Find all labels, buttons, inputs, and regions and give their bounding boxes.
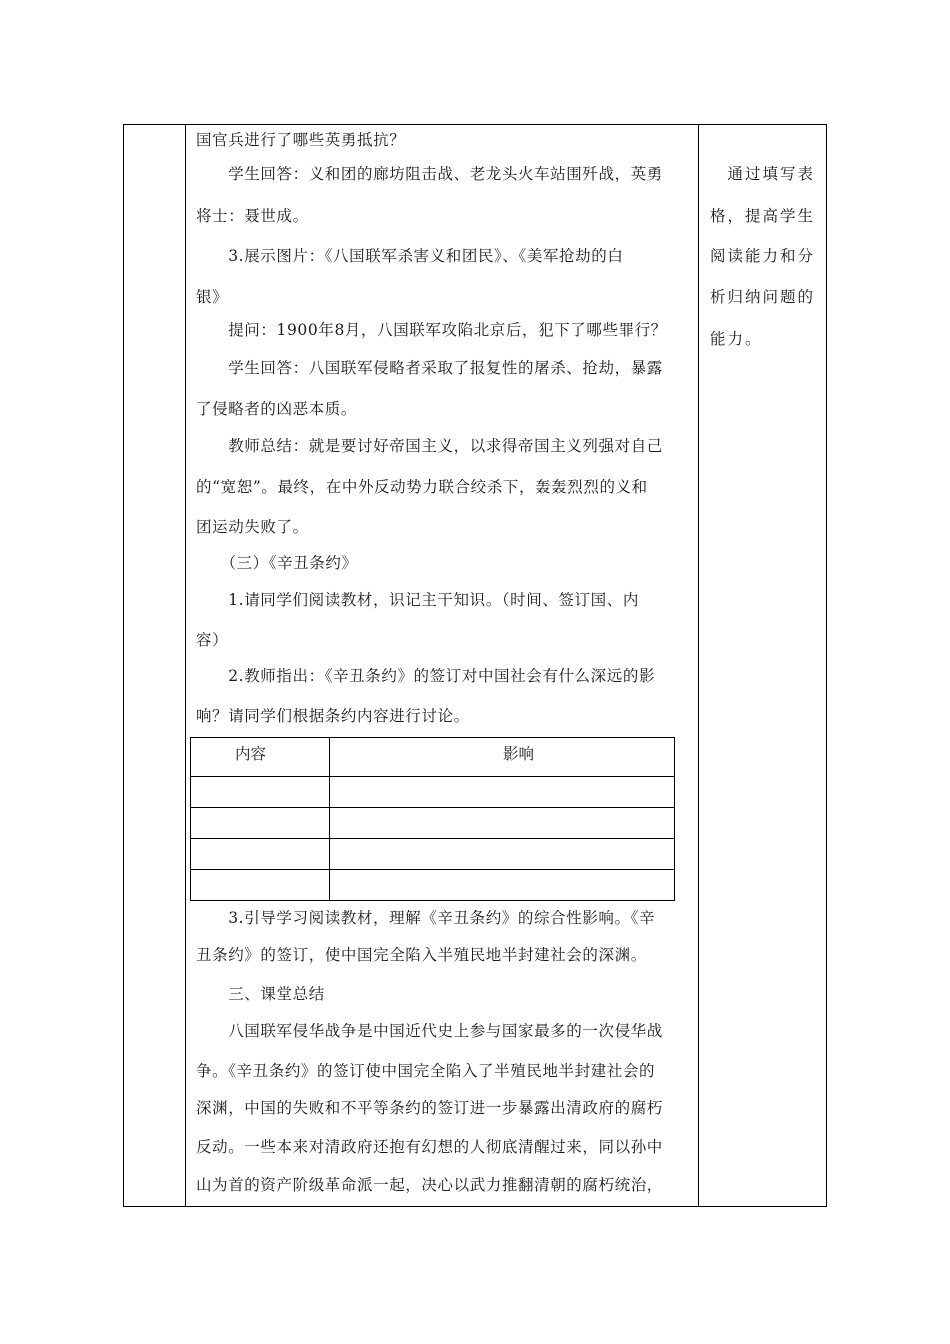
text-line: 1.请同学们阅读教材，识记主干知识。（时间、签订国、内 bbox=[196, 591, 639, 609]
treaty-discussion-table bbox=[190, 737, 675, 901]
design-intent-line: 析归纳问题的 bbox=[710, 288, 816, 306]
text-line: 争。《辛丑条约》的签订使中国完全陷入了半殖民地半封建社会的 bbox=[196, 1062, 656, 1080]
text-line: 学生回答：八国联军侵略者采取了报复性的屠杀、抢劫，暴露 bbox=[196, 359, 663, 377]
text-line: 响？请同学们根据条约内容进行讨论。 bbox=[196, 707, 470, 725]
design-intent-line: 能力。 bbox=[710, 330, 763, 348]
text-line: 山为首的资产阶级革命派一起，决心以武力推翻清朝的腐朽统治， bbox=[196, 1176, 663, 1194]
text-line: 教师总结：就是要讨好帝国主义，以求得帝国主义列强对自己 bbox=[196, 437, 663, 455]
lesson-table bbox=[123, 124, 827, 1207]
text-line: 深渊，中国的失败和不平等条约的签订进一步暴露出清政府的腐朽 bbox=[196, 1099, 663, 1117]
section-heading: 三、课堂总结 bbox=[196, 985, 325, 1003]
text-line: 提问：1900年8月，八国联军攻陷北京后，犯下了哪些罪行？ bbox=[196, 321, 667, 339]
text-line: 团运动失败了。 bbox=[196, 518, 309, 536]
table-row bbox=[191, 869, 674, 870]
design-intent-line: 通过填写表 bbox=[710, 165, 816, 183]
column-divider bbox=[185, 125, 186, 1206]
design-intent-line: 格，提高学生 bbox=[710, 207, 816, 225]
text-line: 学生回答：义和团的廊坊阻击战、老龙头火车站围歼战，英勇 bbox=[196, 165, 663, 183]
section-heading: （三）《辛丑条约》 bbox=[196, 554, 358, 572]
column-divider bbox=[698, 125, 699, 1206]
text-line: 3.展示图片：《八国联军杀害义和团民》、《美军抢劫的白 bbox=[196, 247, 624, 265]
table-row bbox=[191, 776, 674, 777]
text-line: 丑条约》的签订，使中国完全陷入半殖民地半封建社会的深渊。 bbox=[196, 946, 647, 964]
text-line: 的“宽恕”。最终，在中外反动势力联合绞杀下，轰轰烈烈的义和 bbox=[196, 478, 648, 496]
table-row bbox=[191, 807, 674, 808]
text-line: 3.引导学习阅读教材，理解《辛丑条约》的综合性影响。《辛 bbox=[196, 909, 656, 927]
text-line: 银》 bbox=[196, 288, 229, 306]
text-line: 八国联军侵华战争是中国近代史上参与国家最多的一次侵华战 bbox=[196, 1022, 663, 1040]
text-line: 国官兵进行了哪些英勇抵抗？ bbox=[196, 131, 406, 149]
text-line: 容） bbox=[196, 631, 229, 649]
table-header-content: 内容 bbox=[235, 745, 267, 763]
table-column-divider bbox=[329, 738, 330, 900]
table-row bbox=[191, 838, 674, 839]
text-line: 了侵略者的凶恶本质。 bbox=[196, 400, 358, 418]
text-line: 反动。一些本来对清政府还抱有幻想的人彻底清醒过来，同以孙中 bbox=[196, 1138, 663, 1156]
table-header-impact: 影响 bbox=[503, 745, 535, 763]
text-line: 2.教师指出：《辛丑条约》的签订对中国社会有什么深远的影 bbox=[196, 667, 656, 685]
text-line: 将士：聂世成。 bbox=[196, 207, 309, 225]
design-intent-line: 阅读能力和分 bbox=[710, 247, 816, 265]
